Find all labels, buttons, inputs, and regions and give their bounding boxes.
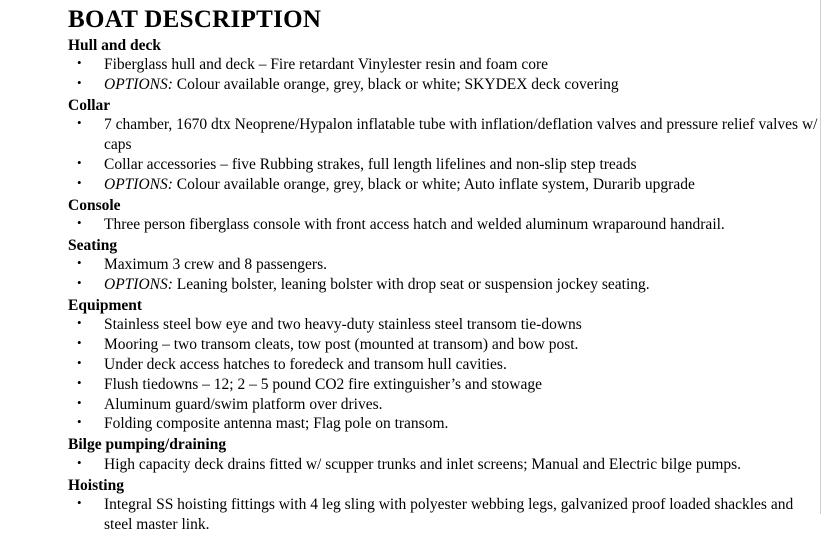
list-item-text: High capacity deck drains fitted w/ scupper trunks and inlet screens; Manual and Electric bilge pumps. bbox=[104, 455, 742, 473]
section-bullet-list bbox=[68, 215, 820, 235]
list-item bbox=[68, 75, 820, 95]
section-bullet-list bbox=[68, 55, 820, 95]
section-bullet-list bbox=[68, 495, 820, 535]
options-label: OPTIONS: bbox=[104, 175, 173, 193]
section-heading: Hull and deck bbox=[68, 37, 162, 54]
list-item-text: Folding composite antenna mast; Flag pole on transom. bbox=[104, 415, 449, 433]
list-item bbox=[68, 215, 820, 235]
list-item-text: Collar accessories – five Rubbing strakes, full length lifelines and non-slip step treads bbox=[104, 156, 637, 174]
section-heading: Equipment bbox=[68, 296, 143, 314]
list-item bbox=[68, 255, 820, 275]
list-item bbox=[68, 355, 820, 375]
list-item-text: Mooring – two transom cleats, tow post (mounted at transom) and bow post. bbox=[104, 336, 579, 354]
list-item bbox=[68, 315, 820, 335]
section-bullet-list bbox=[68, 115, 820, 194]
options-label: OPTIONS: bbox=[104, 76, 173, 94]
list-item-text: Integral SS hoisting fittings with 4 leg sling with polyester webbing legs, galvanized proof loaded shackles and steel master link. bbox=[104, 495, 794, 533]
list-item bbox=[68, 275, 820, 295]
list-item bbox=[68, 55, 820, 75]
list-item bbox=[68, 395, 820, 415]
list-item bbox=[68, 335, 820, 355]
list-item-text: Fiberglass hull and deck – Fire retardant Vinylester resin and foam core bbox=[104, 56, 548, 74]
page-title: BOAT DESCRIPTION bbox=[68, 6, 322, 33]
section-heading: Collar bbox=[68, 97, 111, 115]
list-item-text: Maximum 3 crew and 8 passengers. bbox=[104, 256, 327, 274]
list-item-text: 7 chamber, 1670 dtx Neoprene/Hypalon inflatable tube with inflation/deflation valves and pressure relief valves w/ caps bbox=[104, 116, 818, 154]
section-bullet-list bbox=[68, 315, 820, 434]
options-label: OPTIONS: bbox=[104, 276, 173, 294]
section-heading: Hoisting bbox=[68, 476, 124, 494]
section-bullet-list bbox=[68, 455, 820, 475]
section-heading: Bilge pumping/draining bbox=[68, 436, 227, 454]
section-bullet-list bbox=[68, 255, 820, 295]
list-item-text: Under deck access hatches to foredeck and transom hull cavities. bbox=[104, 355, 507, 373]
list-item bbox=[68, 115, 820, 155]
list-item-text: Leaning bolster, leaning bolster with drop seat or suspension jockey seating. bbox=[172, 276, 650, 294]
list-item bbox=[68, 495, 820, 535]
list-item bbox=[68, 414, 820, 434]
section-heading: Console bbox=[68, 196, 121, 214]
document-body bbox=[68, 36, 820, 535]
list-item-text: Colour available orange, grey, black or white; Auto inflate system, Durarib upgrade bbox=[172, 175, 695, 193]
list-item-text: Stainless steel bow eye and two heavy-duty stainless steel transom tie-downs bbox=[104, 316, 582, 334]
section-heading: Seating bbox=[68, 236, 118, 254]
list-item-text: Aluminum guard/swim platform over drives. bbox=[104, 395, 383, 413]
list-item bbox=[68, 455, 820, 475]
list-item-text: Three person fiberglass console with front access hatch and welded aluminum wraparound handrail. bbox=[104, 216, 725, 234]
list-item-text: Colour available orange, grey, black or white; SKYDEX deck covering bbox=[172, 76, 619, 94]
page-right-margin bbox=[820, 0, 830, 514]
list-item bbox=[68, 375, 820, 395]
list-item bbox=[68, 175, 820, 195]
list-item bbox=[68, 155, 820, 175]
list-item-text: Flush tiedowns – 12; 2 – 5 pound CO2 fire extinguisher’s and stowage bbox=[104, 375, 542, 393]
